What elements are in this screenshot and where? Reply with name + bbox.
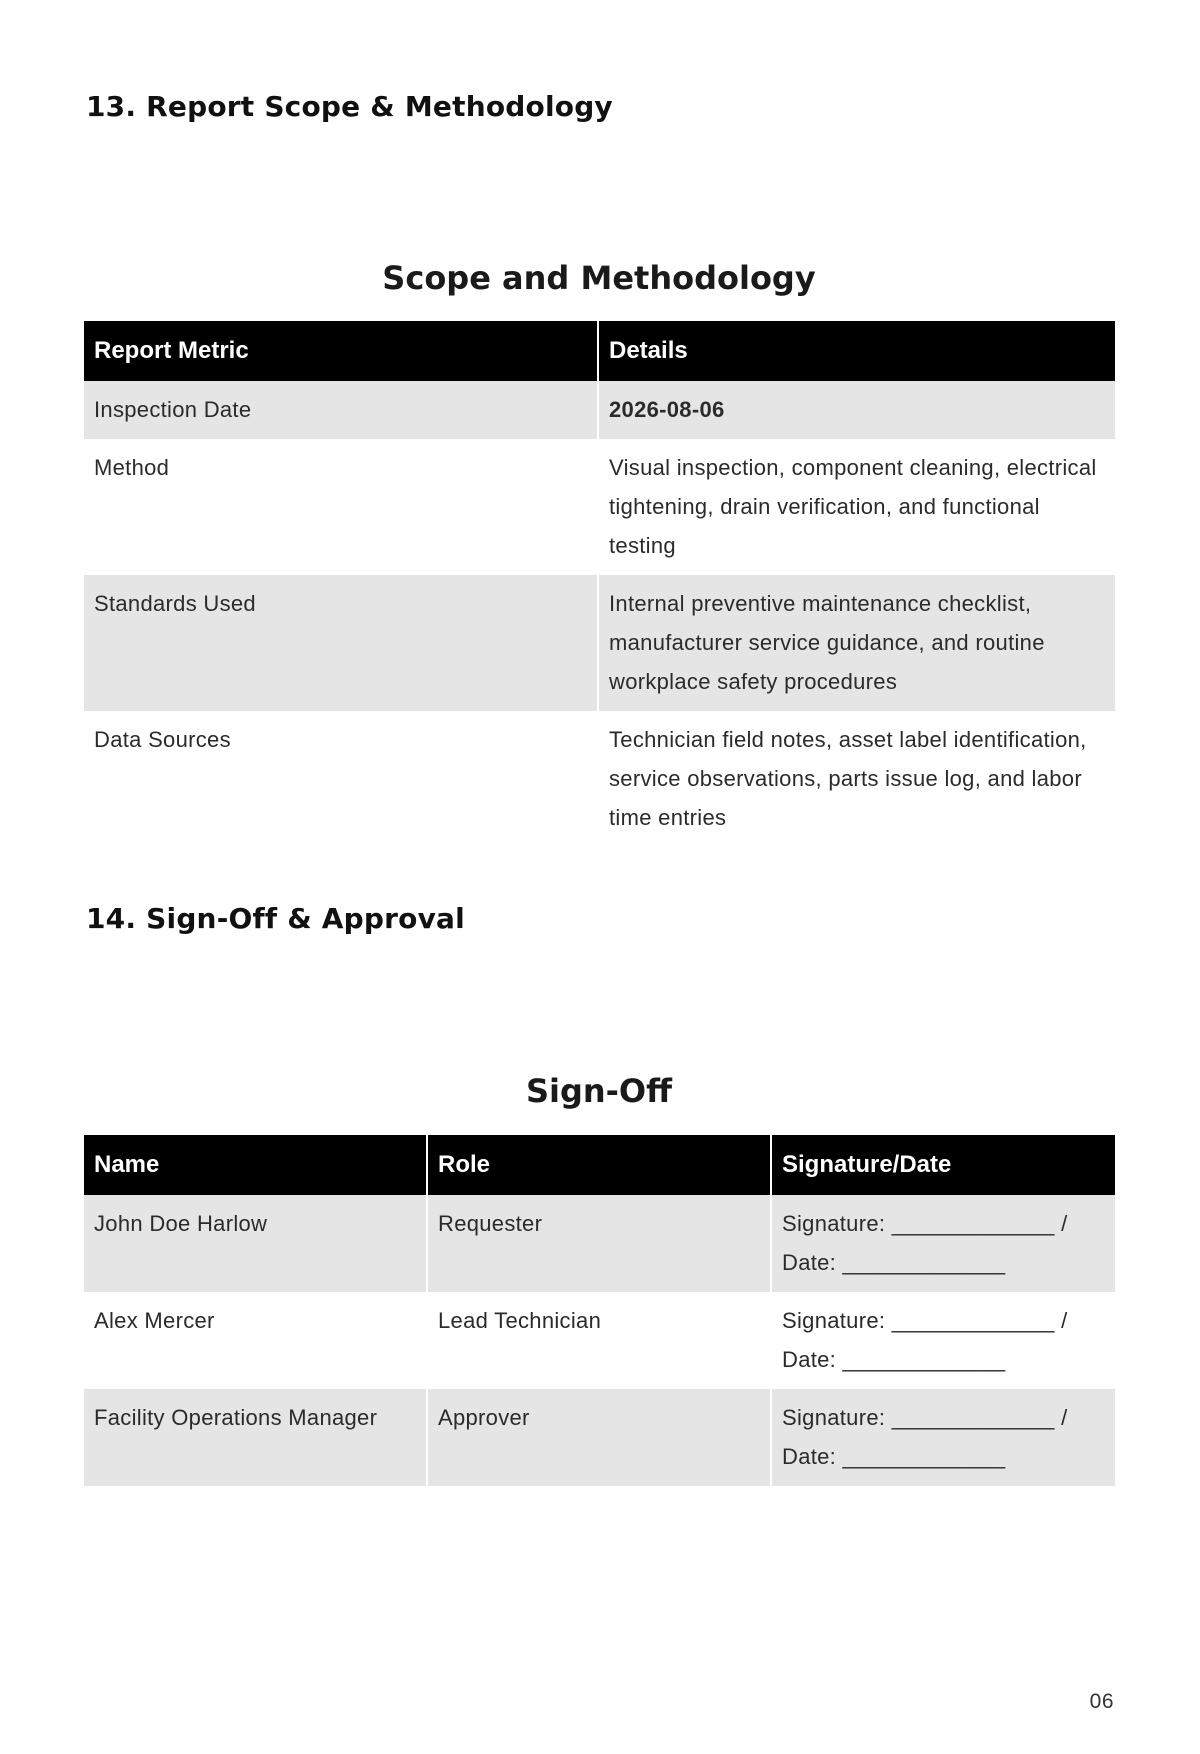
column-header-details: Details	[598, 321, 1115, 381]
scope-methodology-table	[84, 321, 1115, 847]
signoff-table	[84, 1135, 1115, 1486]
column-header-signature-date: Signature/Date	[771, 1135, 1115, 1195]
metric-cell: Method	[84, 439, 598, 575]
table-row	[84, 575, 1115, 711]
date-line: Date: _____________	[782, 1250, 1006, 1275]
name-cell: Alex Mercer	[84, 1292, 427, 1389]
metric-cell: Data Sources	[84, 711, 598, 847]
section-13-heading: 13. Report Scope & Methodology	[86, 90, 613, 123]
table-row	[84, 1292, 1115, 1389]
table-row	[84, 439, 1115, 575]
name-cell: John Doe Harlow	[84, 1195, 427, 1292]
signature-line: Signature: _____________ /	[782, 1211, 1068, 1236]
table-row	[84, 711, 1115, 847]
signature-date-cell	[771, 1292, 1115, 1389]
name-cell: Facility Operations Manager	[84, 1389, 427, 1486]
table-row	[84, 381, 1115, 439]
table-header-row	[84, 1135, 1115, 1195]
role-cell: Approver	[427, 1389, 771, 1486]
signature-line: Signature: _____________ /	[782, 1405, 1068, 1430]
date-line: Date: _____________	[782, 1347, 1006, 1372]
signature-date-cell	[771, 1389, 1115, 1486]
table-row	[84, 1195, 1115, 1292]
column-header-role: Role	[427, 1135, 771, 1195]
role-cell: Lead Technician	[427, 1292, 771, 1389]
table-row	[84, 1389, 1115, 1486]
signature-date-cell	[771, 1195, 1115, 1292]
section-14-heading: 14. Sign-Off & Approval	[86, 902, 465, 935]
metric-cell: Inspection Date	[84, 381, 598, 439]
table-header-row	[84, 321, 1115, 381]
date-line: Date: _____________	[782, 1444, 1006, 1469]
details-cell: 2026-08-06	[598, 381, 1115, 439]
column-header-name: Name	[84, 1135, 427, 1195]
role-cell: Requester	[427, 1195, 771, 1292]
details-cell: Technician field notes, asset label identification, service observations, parts issue log, and labor time entries	[609, 727, 1087, 830]
signature-line: Signature: _____________ /	[782, 1308, 1068, 1333]
signoff-table-title: Sign-Off	[525, 1072, 673, 1110]
details-cell: Visual inspection, component cleaning, electrical tightening, drain verification, and functional testing	[609, 455, 1097, 558]
details-cell: Internal preventive maintenance checklist, manufacturer service guidance, and routine workplace safety procedures	[598, 575, 1115, 711]
metric-cell: Standards Used	[84, 575, 598, 711]
page-number: 06	[1089, 1690, 1114, 1713]
scope-table-title: Scope and Methodology	[382, 259, 816, 297]
column-header-report-metric: Report Metric	[84, 321, 598, 381]
